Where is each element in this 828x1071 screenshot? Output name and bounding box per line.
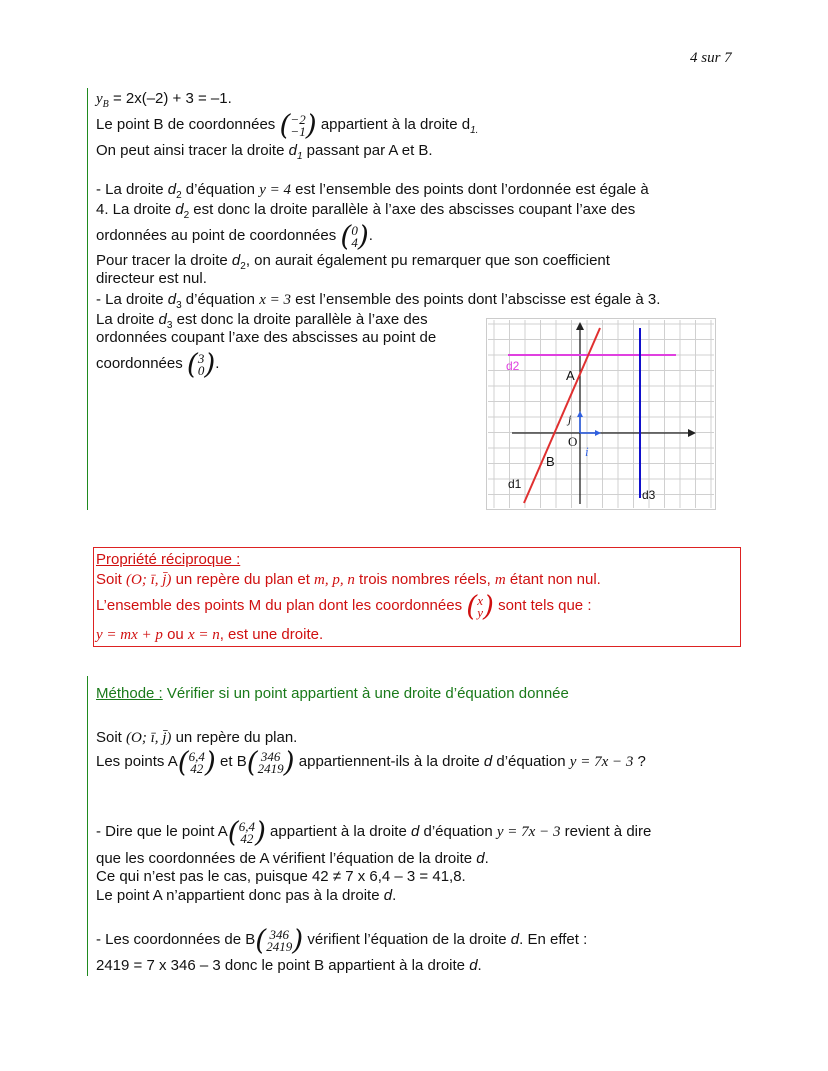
- coord-d3: ( 3 0 ): [186, 347, 216, 381]
- propriete-title: Propriété réciproque :: [96, 551, 241, 568]
- methode-question: Les points A( 6,4 42 ) et B( 346 2419 ) appartiennent-ils à la droite d d’équation y = 7x − 3 ?: [96, 745, 646, 779]
- answer-b-line-1: - Les coordonnées de B( 346 2419 ) vérifient l’équation de la droite d. En effet :: [96, 923, 588, 957]
- label-d3: d3: [642, 488, 656, 502]
- yb-line: $y_B = 2x(-2) + 3 = -1$.: [96, 90, 232, 110]
- coord-xy: ( x y ): [466, 589, 494, 623]
- label-O: O: [568, 434, 578, 449]
- label-j: j: [568, 412, 572, 426]
- trace-d1-line: On peut ainsi tracer la droite $d_1$ passant par A et B.: [96, 142, 433, 162]
- d2-line-1: - La droite $d_2$ d’équation y = 4 est l’ensemble des points dont l’ordonnée est égale à: [96, 181, 649, 201]
- answer-a-line-3: Ce qui n’est pas le cas, puisque 42 ≠ 7 x 6,4 – 3 = 41,8.: [96, 868, 466, 885]
- graph: [486, 318, 716, 510]
- coord-A: ( 6,4 42 ): [177, 745, 216, 779]
- d3-line-4: coordonnées ( 3 0 ).: [96, 347, 220, 381]
- answer-a-line-4: Le point A n’appartient donc pas à la droite d.: [96, 887, 397, 904]
- propriete-line-2: L’ensemble des points M du plan dont les coordonnées ( x y ) sont tels que :: [96, 589, 592, 623]
- d2-line-5: directeur est nul.: [96, 270, 207, 287]
- label-B: B: [546, 454, 555, 469]
- label-A: A: [566, 368, 575, 383]
- page-number: 4 sur 7: [690, 50, 732, 66]
- d2-line-2: 4. La droite $d_2$ est donc la droite parallèle à l’axe des abscisses coupant l’axe des: [96, 201, 636, 221]
- d2-line-4: Pour tracer la droite $d_2$, on aurait également pu remarquer que son coefficient: [96, 252, 610, 272]
- point-b-line: Le point B de coordonnées ( −2 −1 ) appartient à la droite $d_{1.}$: [96, 108, 479, 142]
- propriete-line-1: Soit (O; ī, j̄) un repère du plan et m, p, n trois nombres réels, m étant non nul.: [96, 571, 601, 588]
- d2-line-3: ordonnées au point de coordonnées ( 0 4 ).: [96, 219, 373, 253]
- answer-a-line-1: - Dire que le point A( 6,4 42 ) appartient à la droite d d’équation y = 7x − 3 revient à dire: [96, 815, 652, 849]
- d3-line-2: La droite $d_3$ est donc la droite parallèle à l’axe des: [96, 311, 428, 331]
- coord-B-answer: ( 346 2419 ): [255, 923, 304, 957]
- label-d1: d1: [508, 477, 522, 491]
- margin-bar-method: [87, 676, 88, 976]
- answer-a-line-2: que les coordonnées de A vérifient l’équation de la droite d.: [96, 850, 489, 867]
- methode-soit: Soit (O; ī, j̄) un repère du plan.: [96, 729, 298, 746]
- margin-bar-top: [87, 88, 88, 510]
- coord-A-answer: ( 6,4 42 ): [227, 815, 266, 849]
- coord-b: ( −2 −1 ): [279, 108, 317, 142]
- label-i: i: [585, 444, 589, 459]
- methode-title: Méthode : Vérifier si un point appartient à une droite d’équation donnée: [96, 685, 569, 702]
- coord-B: ( 346 2419 ): [246, 745, 295, 779]
- propriete-line-3: y = mx + p ou x = n, est une droite.: [96, 626, 324, 643]
- d3-line-3: ordonnées coupant l’axe des abscisses au point de: [96, 329, 437, 346]
- d3-line-1: - La droite $d_3$ d’équation x = 3 est l’ensemble des points dont l’abscisse est égale à 3.: [96, 291, 661, 311]
- coord-d2: ( 0 4 ): [340, 219, 369, 253]
- label-d2: d2: [506, 359, 520, 373]
- answer-b-line-2: 2419 = 7 x 346 – 3 donc le point B appartient à la droite d.: [96, 957, 482, 974]
